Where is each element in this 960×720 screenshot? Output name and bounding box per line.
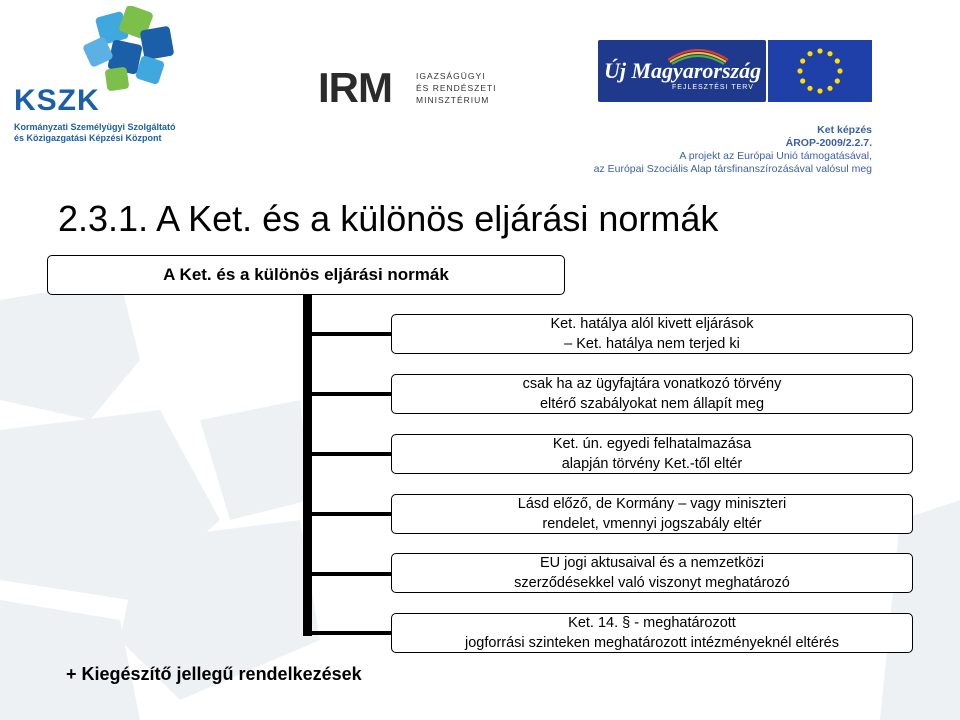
- diagram-branch-connector-2: [303, 392, 392, 396]
- project-name: Ket képzés: [817, 124, 872, 136]
- diagram-leaf-4-line2: rendelet, vmennyi jogszabály eltér: [542, 516, 762, 532]
- diagram-trunk-connector: [303, 295, 312, 636]
- diagram-leaf-2-line1: csak ha az ügyfajtára vonatkozó törvény: [522, 376, 782, 392]
- uj-magyarorszag-title: Új Magyarország: [604, 58, 762, 83]
- kszk-subtitle: [14, 122, 234, 144]
- diagram-leaf-box-4: [391, 494, 913, 534]
- diagram-leaf-5-line2: szerződésekkel való viszonyt meghatározó: [514, 575, 790, 591]
- slide-title: 2.3.1. A Ket. és a különös eljárási normák: [58, 198, 719, 239]
- diagram-branch-connector-3: [303, 452, 392, 456]
- diagram-leaf-3-line1: Ket. ún. egyedi felhatalmazása: [552, 436, 752, 452]
- diagram-branch-connector-6: [303, 631, 392, 635]
- diagram-leaf-2-line2: eltérő szabályokat nem állapít meg: [539, 396, 765, 412]
- project-info: [594, 124, 872, 176]
- project-funding-line2: az Európai Szociális Alap társfinanszírozásával valósul meg: [593, 163, 872, 175]
- kszk-wordmark: KSZK: [14, 84, 100, 117]
- irm-subtitle-line3: MINISZTÉRIUM: [416, 95, 490, 105]
- diagram-root-label: A Ket. és a különös eljárási normák: [163, 265, 449, 284]
- irm-subtitle-line1: IGAZSÁGÜGYI: [416, 71, 486, 81]
- diagram-branch-connector-5: [303, 572, 392, 576]
- diagram-leaf-4-line1: Lásd előző, de Kormány – vagy miniszteri: [517, 496, 787, 512]
- diagram-leaf-5-line1: EU jogi aktusaival és a nemzetközi: [539, 555, 765, 571]
- diagram-leaf-1-line2: – Ket. hatálya nem terjed ki: [564, 336, 740, 352]
- diagram-leaf-6-line1: Ket. 14. § - meghatározott: [568, 615, 736, 631]
- diagram-leaf-box-5: [391, 553, 913, 593]
- irm-subtitle: [416, 70, 506, 106]
- diagram-leaf-6-line2: jogforrási szinteken meghatározott intézményeknél eltérés: [465, 635, 839, 651]
- kszk-subtitle-line1: Kormányzati Személyügyi Szolgáltató: [14, 122, 176, 132]
- diagram-leaf-box-6: [391, 613, 913, 653]
- diagram-branch-connector-1: [303, 332, 392, 336]
- diagram-root-box: [47, 255, 565, 295]
- diagram-leaf-1-line1: Ket. hatálya alól kivett eljárások: [550, 316, 754, 332]
- project-code: ÁROP-2009/2.2.7.: [785, 137, 872, 149]
- diagram-leaf-box-1: [391, 314, 913, 354]
- eu-flag-icon: [768, 40, 872, 102]
- diagram-branch-connector-4: [303, 512, 392, 516]
- irm-wordmark: IRM: [318, 64, 392, 111]
- irm-subtitle-line2: ÉS RENDÉSZETI: [416, 83, 497, 93]
- supplementary-provisions-note: + Kiegészítő jellegű rendelkezések: [66, 664, 362, 684]
- kszk-subtitle-line2: és Közigazgatási Képzési Központ: [14, 133, 162, 143]
- diagram-leaf-3-line2: alapján törvény Ket.-től eltér: [561, 456, 743, 472]
- uj-magyarorszag-subtitle: FEJLESZTÉSI TERV: [672, 84, 754, 91]
- diagram-leaf-box-2: [391, 374, 913, 414]
- project-funding-line1: A projekt az Európai Unió támogatásával,: [679, 150, 872, 162]
- diagram-leaf-box-3: [391, 434, 913, 474]
